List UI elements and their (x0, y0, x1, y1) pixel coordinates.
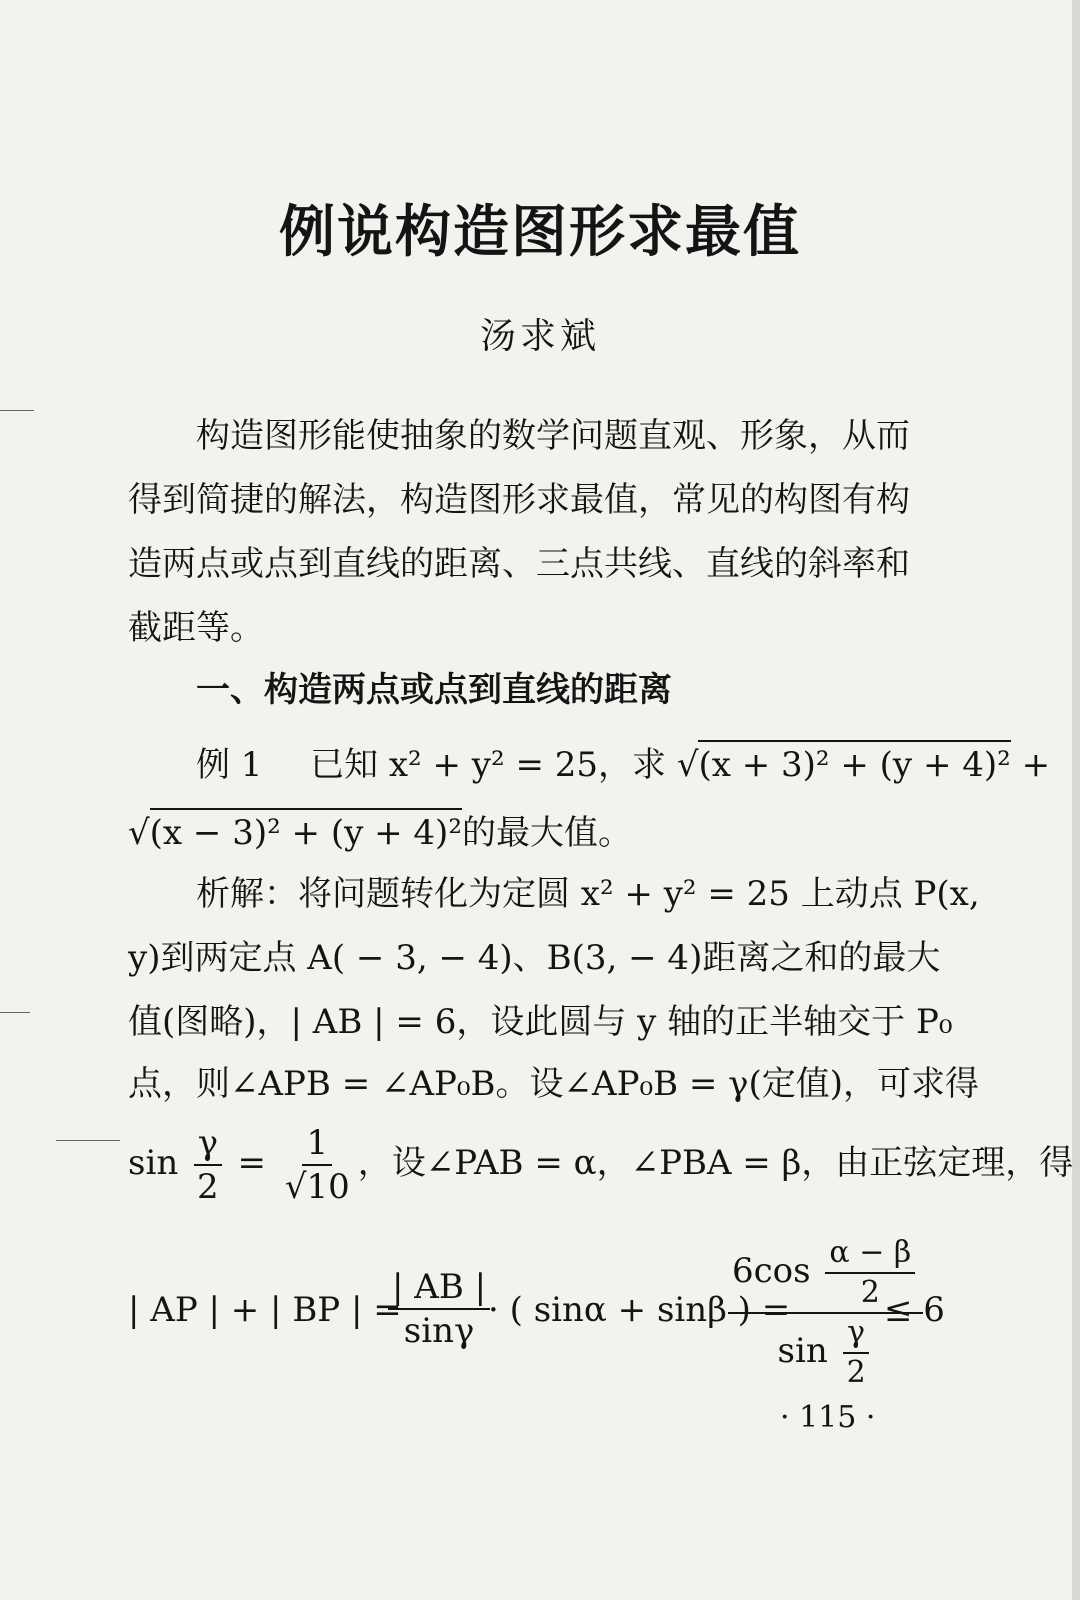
section-heading: 一、构造两点或点到直线的距离 (196, 670, 672, 710)
plus-sign: + (1021, 745, 1051, 785)
sum-equation (128, 1235, 948, 1390)
example-label: 例 1 (196, 745, 263, 785)
sine-line-rest: ，设∠PAB = α，∠PBA = β，由正弦定理，得 (357, 1143, 1074, 1183)
example-ask: 的最大值。 (461, 813, 632, 853)
sin-label: sin (128, 1143, 179, 1183)
fraction-one-over-root-ten (281, 1123, 354, 1207)
intro-line-3: 造两点或点到直线的距离、三点共线、直线的斜率和 (128, 544, 910, 584)
scan-mark (56, 1140, 120, 1141)
equation-rhs: ≤ 6 (884, 1290, 945, 1330)
fraction-numerator: γ (194, 1126, 222, 1166)
big-fraction-denominator (774, 1314, 878, 1388)
intro-line-2: 得到简捷的解法，构造图形求最值，常见的构图有构 (128, 480, 910, 520)
example-line-2 (128, 808, 948, 855)
fraction-gamma-half (193, 1123, 223, 1207)
fraction-gamma-half (843, 1315, 870, 1390)
fraction-denominator: sinγ (403, 1311, 475, 1351)
analysis-line-1: 析解：将问题转化为定圆 x² + y² = 25 上动点 P(x, (196, 874, 980, 914)
example-line-1 (196, 740, 1051, 787)
sqrt-expression-1: (x + 3)² + (y + 4)² (698, 740, 1010, 787)
sqrt-sign: √ (128, 813, 150, 853)
scan-mark (0, 1012, 30, 1013)
equation-middle: · ( sinα + sinβ ) = (488, 1290, 791, 1330)
fraction-denominator: 2 (860, 1275, 880, 1310)
equation-lhs: | AP | + | BP | = (128, 1290, 402, 1330)
sqrt-expression-2: (x − 3)² + (y + 4)² (150, 808, 462, 855)
equals-sign: = (237, 1143, 266, 1183)
analysis-line-2: y)到两定点 A( − 3, − 4)、B(3, − 4)距离之和的最大 (128, 938, 941, 978)
example-given: 已知 x² + y² = 25，求 (310, 745, 677, 785)
fraction-numerator: α − β (825, 1238, 915, 1274)
cos-label: 6cos (732, 1251, 811, 1291)
scan-mark (0, 410, 34, 411)
article-title: 例说构造图形求最值 (279, 199, 801, 265)
analysis-line-4: 点，则∠APB = ∠AP₀B。设∠AP₀B = γ(定值)，可求得 (128, 1064, 980, 1104)
fraction-numerator: | AB | (388, 1270, 490, 1310)
sqrt-sign: √ (676, 745, 699, 785)
fraction-ab-over-sin-gamma (388, 1267, 490, 1351)
page-number: · 115 · (780, 1400, 876, 1435)
fraction-denominator: 2 (197, 1167, 219, 1207)
sine-line (128, 1123, 1074, 1207)
sin-label: sin (777, 1331, 828, 1371)
fraction-numerator: γ (843, 1318, 869, 1354)
fraction-denominator: 2 (846, 1355, 866, 1390)
fraction-denominator: √10 (284, 1167, 350, 1207)
fraction-numerator: 1 (302, 1126, 332, 1166)
author-name: 汤求斌 (479, 316, 600, 357)
intro-line-1: 构造图形能使抽象的数学问题直观、形象，从而 (196, 416, 910, 456)
analysis-line-3: 值(图略)，| AB | = 6，设此圆与 y 轴的正半轴交于 P₀ (128, 1002, 953, 1042)
intro-line-4: 截距等。 (128, 608, 264, 648)
